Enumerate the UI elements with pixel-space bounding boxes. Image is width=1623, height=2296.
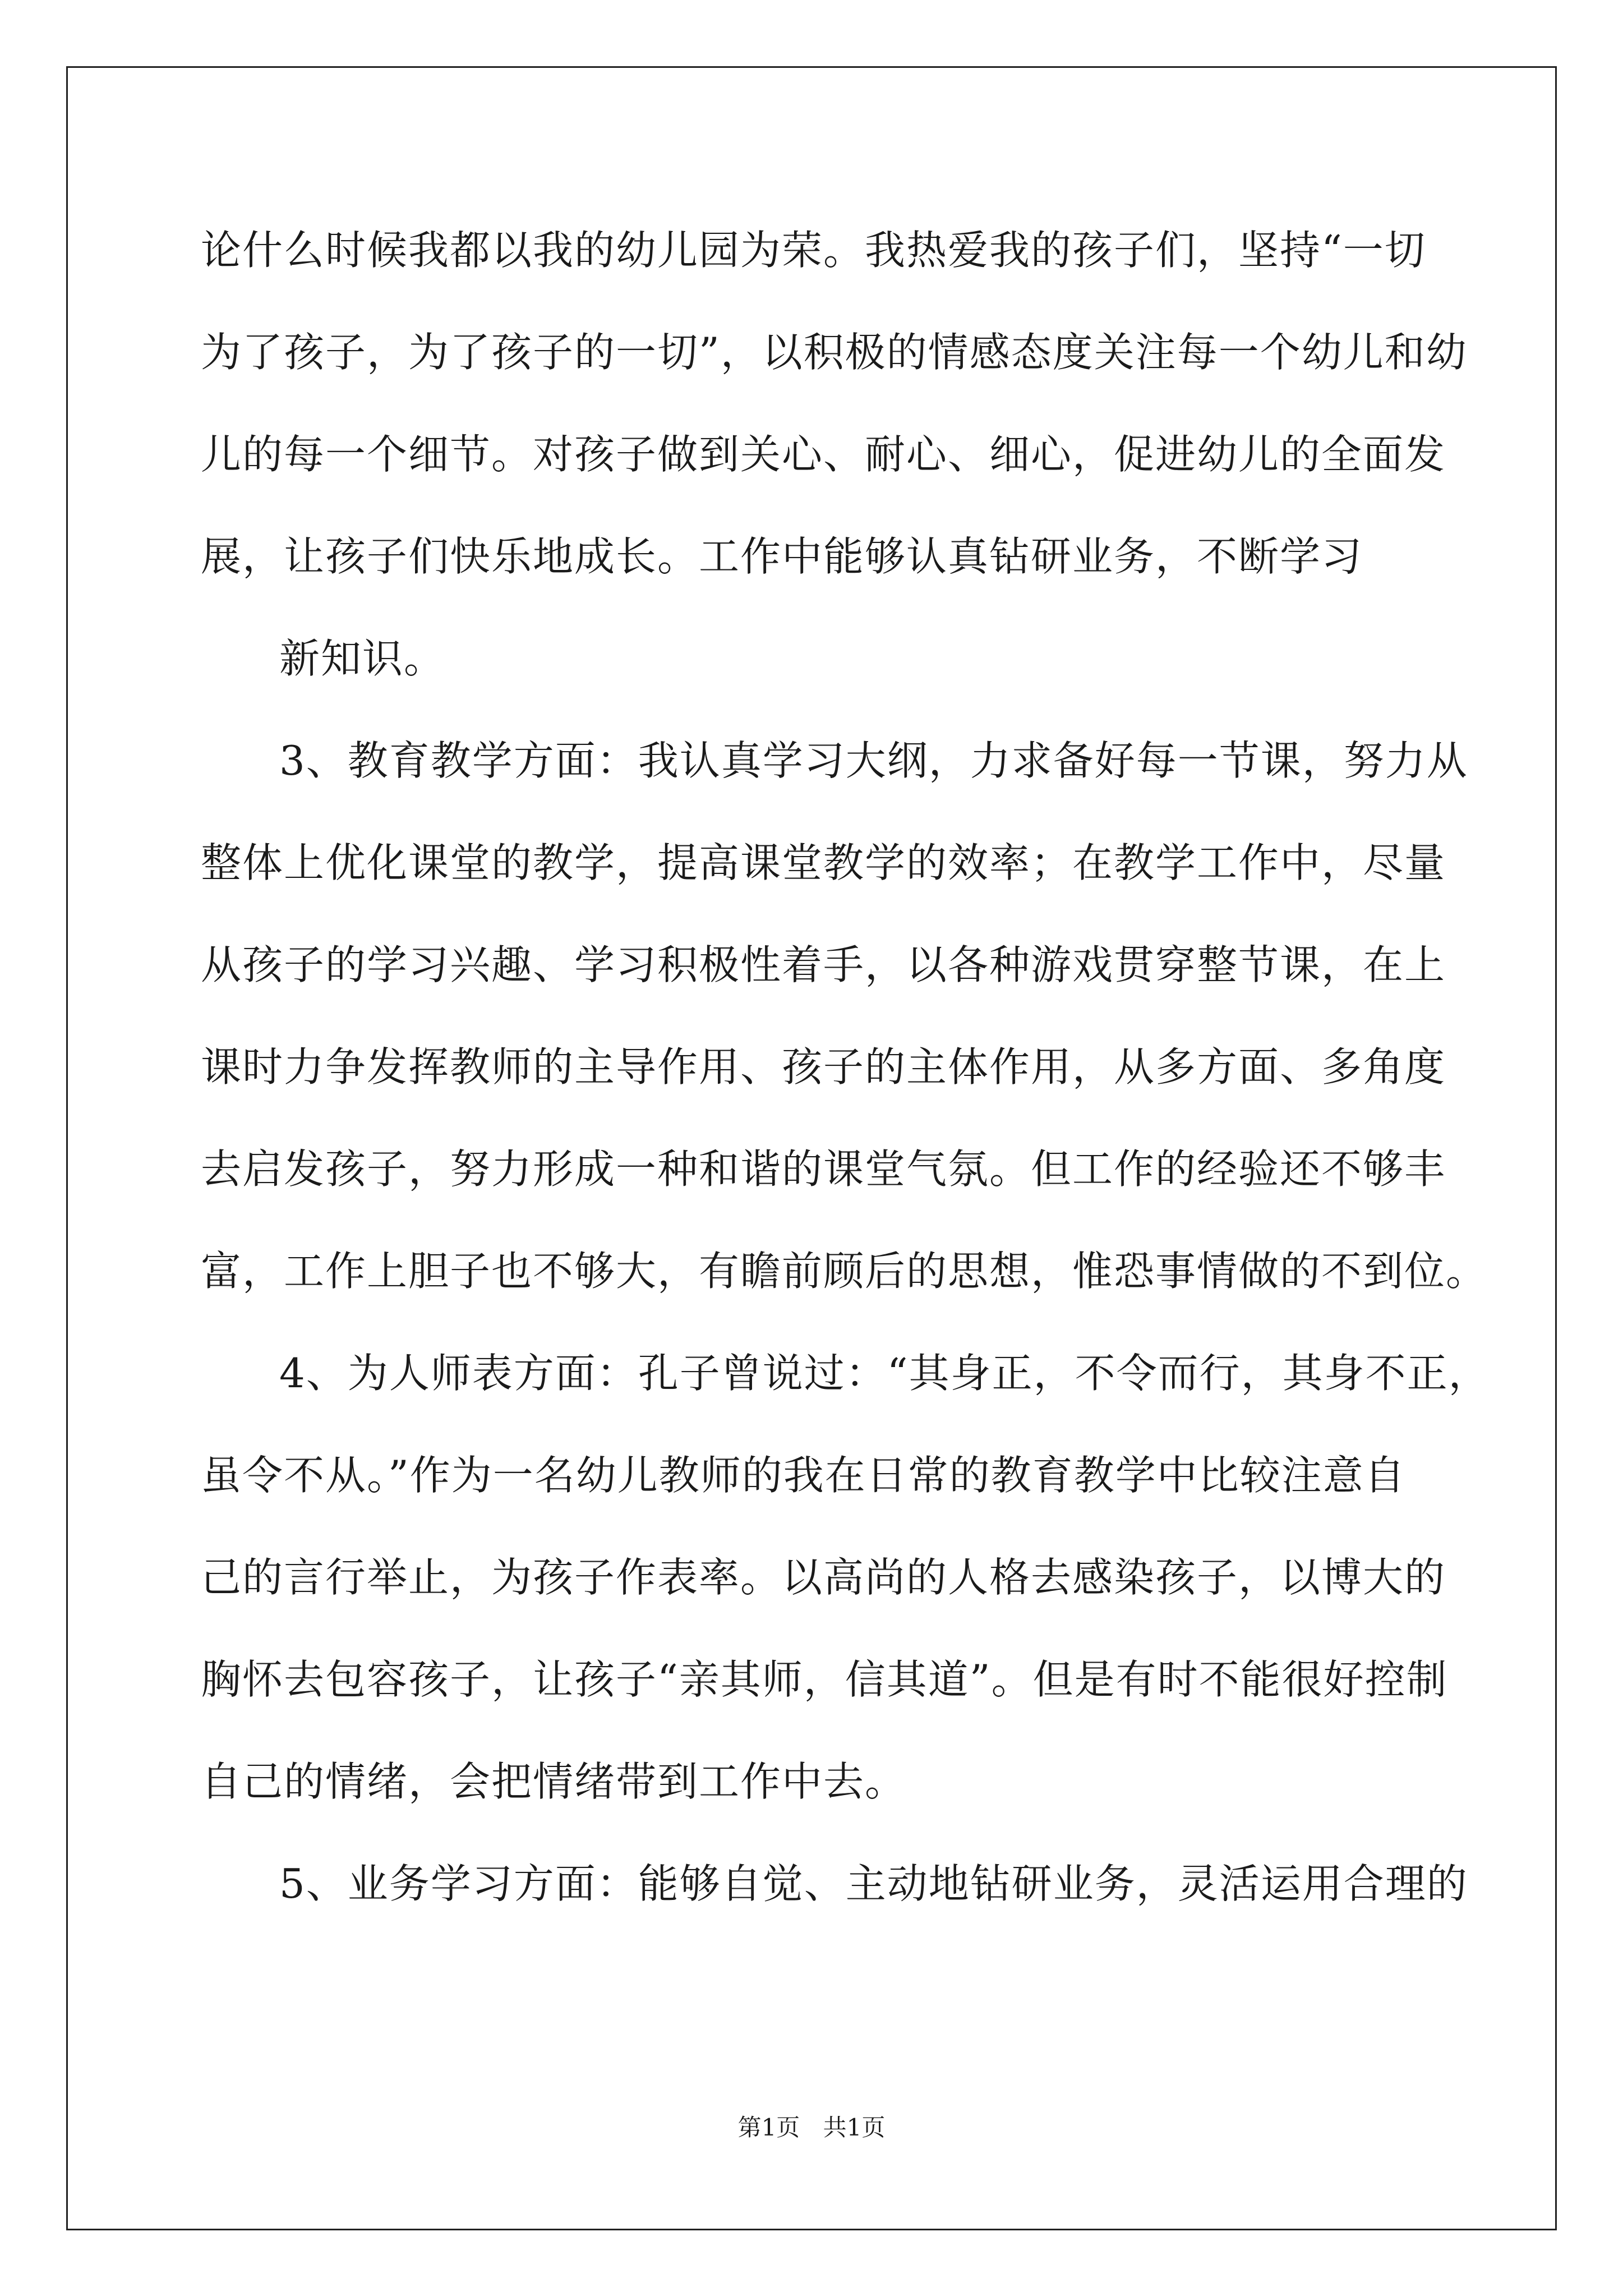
- text-line: 整体上优化课堂的教学，提高课堂教学的效率；在教学工作中，尽量: [201, 839, 1446, 886]
- text-line: 从孩子的学习兴趣、学习积极性着手，以各种游戏贯穿整节课，在上: [201, 941, 1446, 988]
- page-number: 第1页: [737, 2114, 800, 2141]
- text-line: 儿的每一个细节。对孩子做到关心、耐心、细心，促进幼儿的全面发: [201, 431, 1446, 478]
- text-line: 去启发孩子，努力形成一种和谐的课堂气氛。但工作的经验还不够丰: [201, 1145, 1446, 1193]
- text-line: 为了孩子，为了孩子的一切”，以积极的情感态度关注每一个幼儿和幼: [201, 329, 1468, 376]
- paragraph-start: 4、为人师表方面：孔子曾说过：“其身正，不令而行，其身不正，: [279, 1350, 1490, 1397]
- text-line: 论什么时候我都以我的幼儿园为荣。我热爱我的孩子们，坚持“一切: [201, 227, 1426, 274]
- text-line: 富，工作上胆子也不够大，有瞻前顾后的思想，惟恐事情做的不到位。: [201, 1248, 1488, 1295]
- text-line: 新知识。: [279, 635, 446, 682]
- text-line: 展，让孩子们快乐地成长。工作中能够认真钻研业务，不断学习: [201, 533, 1363, 580]
- page-footer: [0, 2116, 1623, 2139]
- paragraph-start: 3、教育教学方面：我认真学习大纲，力求备好每一节课，努力从: [279, 737, 1468, 784]
- text-line: 己的言行举止，为孩子作表率。以高尚的人格去感染孩子，以博大的: [201, 1554, 1446, 1601]
- page-total: 共1页: [823, 2114, 886, 2141]
- text-line: 虽令不从。”作为一名幼儿教师的我在日常的教育教学中比较注意自: [201, 1452, 1406, 1499]
- text-line: 胸怀去包容孩子，让孩子“亲其师，信其道”。但是有时不能很好控制: [201, 1656, 1448, 1703]
- text-line: 课时力争发挥教师的主导作用、孩子的主体作用，从多方面、多角度: [201, 1043, 1446, 1091]
- text-line: 自己的情绪，会把情绪带到工作中去。: [201, 1758, 907, 1805]
- paragraph-start: 5、业务学习方面：能够自觉、主动地钻研业务，灵活运用合理的: [279, 1860, 1468, 1907]
